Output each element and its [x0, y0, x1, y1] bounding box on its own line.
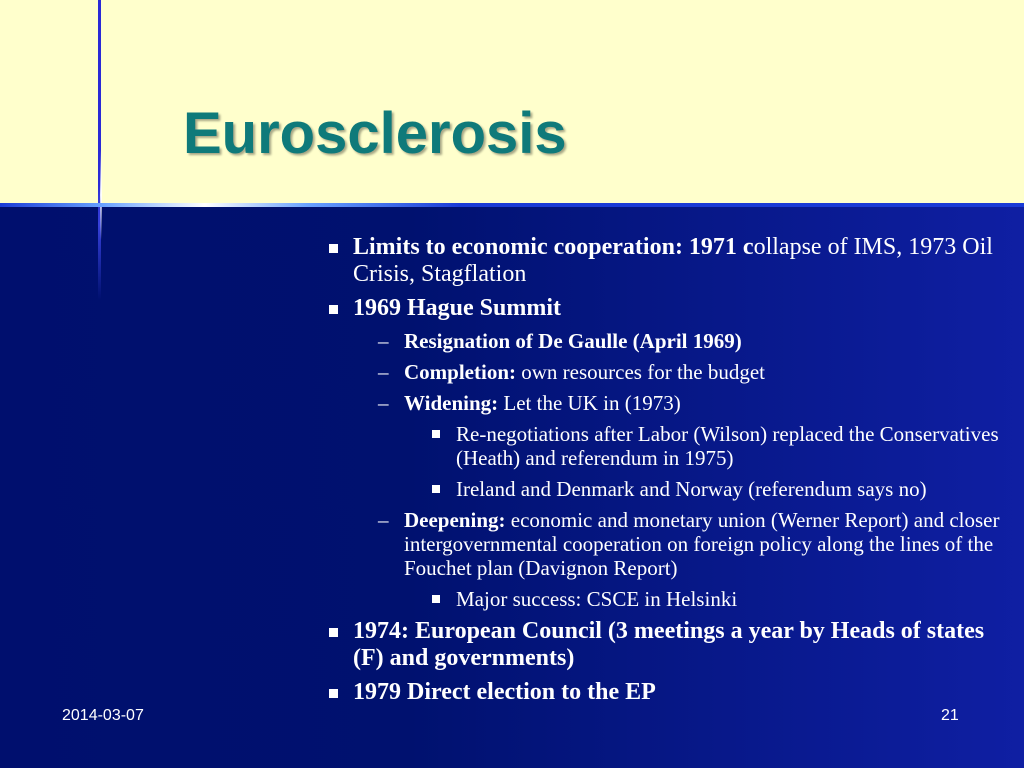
bullet-hague-summit	[329, 295, 1009, 322]
sub-bullet-deepening	[378, 508, 1009, 580]
sub-bullet-resignation-heading: Resignation of De Gaulle (April 1969)	[404, 329, 742, 353]
bullet-european-council-heading: 1974: European Council (3 meetings a year by Heads of states (F) and governments)	[353, 618, 985, 671]
dash-bullet-icon: –	[378, 329, 389, 353]
dash-bullet-icon: –	[378, 508, 389, 532]
bullet-hague-summit-heading: 1969 Hague Summit	[353, 295, 562, 321]
square-bullet-icon	[432, 430, 440, 438]
bullet-european-council	[329, 618, 1009, 672]
sub-sub-bullet-ireland-denmark-norway	[432, 477, 1009, 501]
slide-number: 21	[941, 707, 959, 724]
square-bullet-icon	[329, 305, 338, 314]
footer-date: 2014-03-07	[62, 707, 144, 724]
sub-bullet-deepening-heading: Deepening:	[404, 508, 506, 532]
bullet-direct-election-heading: 1979 Direct election to the EP	[353, 679, 656, 705]
bullet-direct-election	[329, 679, 1009, 706]
bullet-limits	[329, 234, 1009, 288]
sub-bullet-completion	[378, 360, 1009, 384]
bullet-list	[329, 234, 1009, 713]
bullet-limits-heading: Limits to economic cooperation: 1971 c	[353, 234, 754, 260]
sub-bullet-resignation	[378, 329, 1009, 353]
sub-sub-bullet-csce	[432, 587, 1009, 611]
sub-bullet-deepening-text: economic and monetary union (Werner Report) and closer intergovernmental cooperation on foreign policy along the lines of the Fouchet plan (Davignon Report)	[404, 508, 1000, 580]
square-bullet-icon	[329, 244, 338, 253]
square-bullet-icon	[329, 628, 338, 637]
sub-bullet-widening	[378, 391, 1009, 415]
sub-sub-bullet-renegotiations	[432, 422, 1009, 470]
vertical-accent-glow	[100, 150, 102, 240]
square-bullet-icon	[432, 485, 440, 493]
sub-bullet-widening-text: Let the UK in (1973)	[498, 391, 681, 415]
square-bullet-icon	[432, 595, 440, 603]
horizontal-accent-line	[0, 203, 1024, 207]
dash-bullet-icon: –	[378, 391, 389, 415]
sub-bullet-completion-heading: Completion:	[404, 360, 516, 384]
sub-sub-bullet-renegotiations-text: Re-negotiations after Labor (Wilson) replaced the Conservatives (Heath) and referendum in 1975)	[456, 422, 999, 470]
sub-sub-bullet-csce-text: Major success: CSCE in Helsinki	[456, 587, 738, 611]
sub-sub-bullet-ireland-text: Ireland and Denmark and Norway (referendum says no)	[456, 477, 927, 501]
dash-bullet-icon: –	[378, 360, 389, 384]
sub-bullet-completion-text: own resources for the budget	[516, 360, 766, 384]
sub-bullet-widening-heading: Widening:	[404, 391, 499, 415]
bullet-limits-text: ollapse of IMS, 1973 Oil Crisis, Stagflation	[353, 234, 993, 287]
square-bullet-icon	[329, 689, 338, 698]
slide-title: Eurosclerosis	[183, 101, 567, 166]
